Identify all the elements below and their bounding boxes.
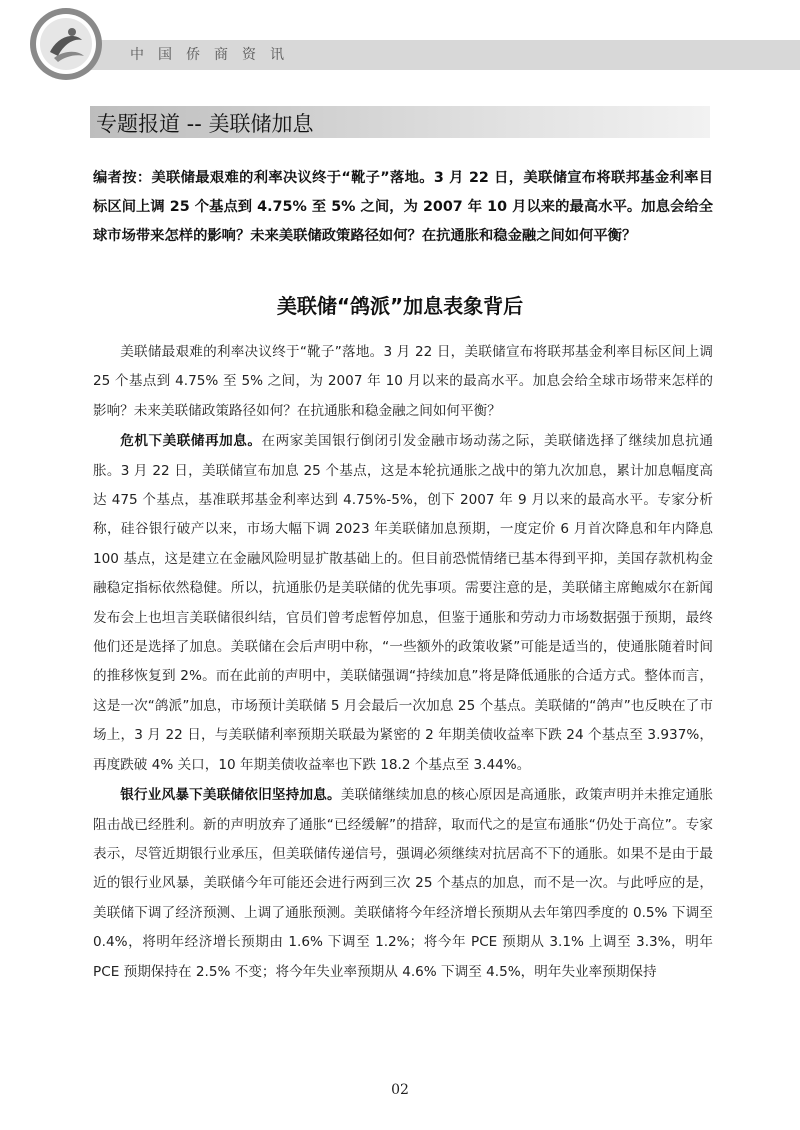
paragraph-2-text: 美联储继续加息的核心原因是高通胀，政策声明并未推定通胀阻击战已经胜利。新的声明放弃了通胀“已经缓解”的措辞，取而代之的是宣布通胀“仍处于高位”。专家表示，尽管近期银行业承压，但美联储传递信号，强调必须继续对抗居高不下的通胀。如果不是由于最近的银行业风暴，美联储今年可能还会进行两到三次 25 个基点的加息，而不是一次。与此呼应的是，美联储下调了经济预测、上调了通胀预测。美联储将今年经济增长预期从去年第四季度的 0.5% 下调至 0.4%，将明年经济增长预期由 1.6% 下调至 1.2%；将今年 PCE 预期从 3.1% 上调至 3.3%，明年 PCE 预期保持在 2.5% 不变；将今年失业率预期从 4.6% 下调至 4.5%，明年失业率预期保持 [93, 787, 713, 980]
paragraph-1-text: 在两家美国银行倒闭引发金融市场动荡之际，美联储选择了继续加息抗通胀。3 月 22 日，美联储宣布加息 25 个基点，这是本轮抗通胀之战中的第九次加息，累计加息幅度高达 475 个基点，基准联邦基金利率达到 4.75%-5%，创下 2007 年 9 月以来的最高水平。专家分析称，硅谷银行破产以来，市场大幅下调 2023 年美联储加息预期，一度定价 6 月首次降息和年内降息 100 基点，这是建立在金融风险明显扩散基础上的。但目前恐慌情绪已基本得到平抑，美国存款机构金融稳定指标依然稳健。所以，抗通胀仍是美联储的优先事项。需要注意的是，美联储主席鲍威尔在新闻发布会上也坦言美联储很纠结，官员们曾考虑暂停加息，但鉴于通胀和劳动力市场数据强于预期，最终他们还是选择了加息。美联储在会后声明中称，“一些额外的政策收紧”可能是适当的，使通胀随着时间的推移恢复到 2%。而在此前的声明中，美联储强调“持续加息”将是降低通胀的合适方式。整体而言，这是一次“鸽派”加息，市场预计美联储 5 月会最后一次加息 25 个基点。美联储的“鸽声”也反映在了市场上，3 月 22 日，与美联储利率预期关联最为紧密的 2 年期美债收益率下跌 24 个基点至 3.937%，再度跌破 4% 关口，10 年期美债收益率也下跌 18.2 个基点至 3.44%。 [93, 433, 714, 773]
article-title: 美联储“鸽派”加息表象背后 [276, 294, 524, 318]
editor-note: 编者按：美联储最艰难的利率决议终于“靴子”落地。3 月 22 日，美联储宣布将联邦基金利率目标区间上调 25 个基点到 4.75% 至 5% 之间，为 2007 年 10 月以来的最高水平。加息会给全球市场带来怎样的影响？未来美联储政策路径如何？在抗通胀和稳金融之间如何平衡？ [93, 170, 713, 244]
page-number: 02 [391, 1082, 409, 1098]
paragraph-1-lead: 危机下美联储再加息。 [120, 433, 262, 450]
section-title: 专题报道 -- 美联储加息 [96, 112, 314, 136]
paragraph-2 [93, 781, 713, 987]
organization-logo [28, 6, 104, 82]
article-body [93, 338, 713, 987]
intro-paragraph: 美联储最艰难的利率决议终于“靴子”落地。3 月 22 日，美联储宣布将联邦基金利率目标区间上调 25 个基点到 4.75% 至 5% 之间，为 2007 年 10 月以来的最高水平。加息会给全球市场带来怎样的影响？未来美联储政策路径如何？在抗通胀和稳金融之间如何平衡？ [93, 344, 713, 419]
paragraph-2-lead: 银行业风暴下美联储依旧坚持加息。 [120, 787, 341, 804]
publication-name: 中国侨商资讯 [130, 47, 298, 63]
paragraph-1 [93, 427, 713, 780]
